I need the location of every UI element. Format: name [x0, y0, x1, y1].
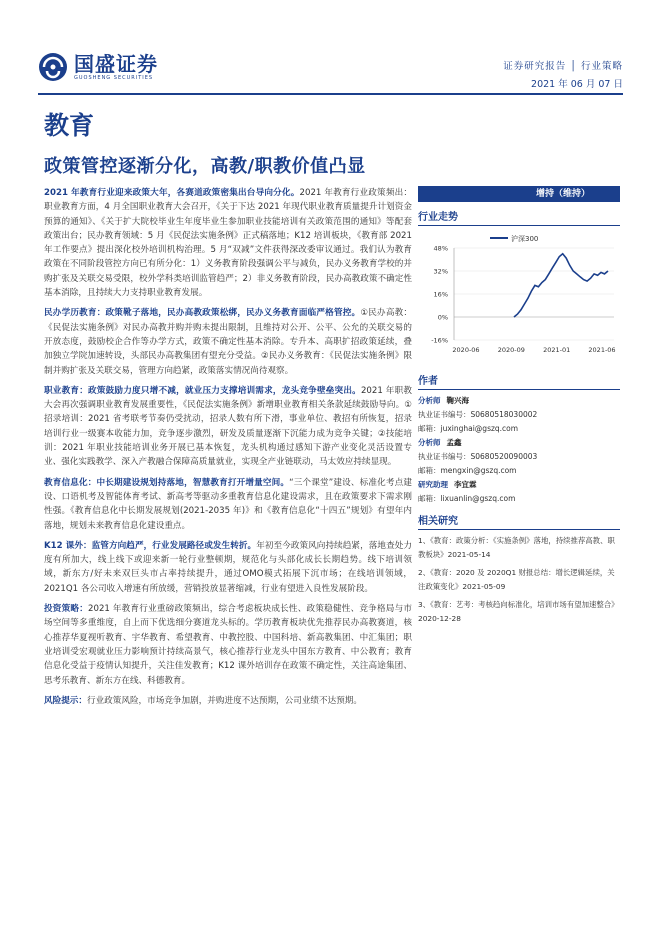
- author-email[interactable]: mengxin@gszq.com: [440, 466, 517, 475]
- author-entry: [418, 436, 620, 478]
- paragraph-text: 年初至今政策风向持续趋紧，落地查处力度有所加大，线上线下或迎来新一轮行业整顿期，规范化与头部化成长长期趋势。线下培训领域，新东方/好未来双巨头市占率持续提升，通过OMO模式拓展下沉市场；在线培训领域，2021Q1 各公司收入增速有所放缓，营销投放显著缩减，行业有望进入良性发展阶段。: [44, 540, 412, 594]
- company-logo: [38, 52, 158, 82]
- paragraph-risk: [44, 694, 412, 708]
- author-name: 孟鑫: [446, 438, 462, 447]
- related-research-list: [418, 530, 620, 626]
- industry-label: 教育: [44, 111, 95, 140]
- logo-name-cn: 国盛证券: [74, 52, 158, 76]
- author-name: 李宜霖: [454, 480, 477, 489]
- author-name: 鞠兴海: [446, 396, 469, 405]
- related-item[interactable]: 1、《教育：政策分析：《实施条例》落地，持续推荐高教、职教板块》2021-05-14: [418, 536, 615, 559]
- series-line-hs300: [514, 254, 608, 317]
- author-entry: [418, 478, 620, 506]
- paragraph-vocational: [44, 384, 412, 470]
- x-tick: 2021-01: [543, 346, 571, 354]
- x-tick: 2020-06: [452, 346, 480, 354]
- cert-label: 执业证书编号：: [418, 452, 471, 461]
- report-meta: [503, 58, 623, 90]
- logo-emblem-icon: [38, 52, 68, 82]
- legend-label: 沪深300: [511, 235, 539, 243]
- report-type: 证券研究报告 │ 行业策略: [503, 61, 623, 72]
- report-date: 2021 年 06 月 07 日: [531, 79, 623, 90]
- rating-badge: 增持（维持）: [418, 186, 620, 202]
- paragraph-lead: 投资策略：: [44, 604, 89, 615]
- email-label: 邮箱：: [418, 466, 441, 475]
- y-tick: 48%: [433, 244, 448, 253]
- email-label: 邮箱：: [418, 494, 441, 503]
- related-section-title: 相关研究: [418, 512, 620, 530]
- cert-label: 执业证书编号：: [418, 410, 471, 419]
- author-role: 研究助理: [418, 480, 448, 489]
- page-title: 政策管控逐渐分化，高教/职教价值凸显: [44, 156, 366, 177]
- paragraph-text: 2021 年教育行业重磅政策频出，综合考虑板块成长性、政策稳健性、竞争格局与市场空间等多重维度，自上而下优选细分赛道龙头标的。学历教育板块优先推荐民办高教赛道，核心推荐华夏视听教育、宇华教育、希望教育、中教控股、中国科培、新高教集团、中汇集团；职业培训受宏观就业压力影响预计持续高景气，核心推荐行业龙头中国东方教育、中公教育；教育信息化受益于疫情认知提升，关注佳发教育；K12 课外培训存在政策不确定性，关注高途集团、思考乐教育、新东方在线、科德教育。: [44, 604, 412, 686]
- logo-name-en: GUOSHENG SECURITIES: [74, 75, 154, 81]
- report-body: [44, 186, 412, 714]
- paragraph-it: [44, 476, 412, 533]
- paragraph-private-edu: [44, 306, 412, 377]
- header-divider: [38, 93, 623, 95]
- paragraph-lead: K12 课外：监管方向趋严，行业发展路径或发生转折。: [44, 540, 257, 551]
- authors-section-title: 作者: [418, 372, 620, 390]
- sidebar: [418, 186, 620, 630]
- author-role: 分析师: [418, 396, 441, 405]
- paragraph-lead: 教育信息化：中长期建设规划持落地，智慧教育打开增量空间。: [44, 477, 290, 488]
- paragraph-text: “三个课堂”建设、标准化考点建设、口语机考及智能体育考试、新高考等驱动多重教育信息化建设需求，且在政策要求下需求刚性强。《教育信息化中长期发展规划(2021-2035 年)》和《教育信息化“十四五”规划》有望年内落地，规划未来教育信息化建设重点。: [44, 477, 412, 531]
- paragraph-text: 2021 年教育行业政策频出：职业教育方面，4 月全国职业教育大会召开，《关于下达 2021 年现代职业教育质量提升计划资金预算的通知》、《关于扩大院校毕业生年度毕业生参加职业技能培训有关政策范围的通知》等配套政策出台；民办教育领域：5 月《民促法实施条例》正式稿落地；K12 培训板块，《教育部 2021 年工作要点》提出深化校外培训机构治理。5 月“双减”文件获得深改委审议通过。我们认为教育政策在不同阶段管控方向已有所分化：1）义务教育阶段强调公平与减负，民办义务教育学校的并购扩张及关联交易受限，校外学科类培训监管趋严；2）非义务教育阶段，民办高教政策不确定性基本消除，且持续大力支持职业教育发展。: [44, 188, 412, 299]
- email-label: 邮箱：: [418, 424, 441, 433]
- author-cert: S0680520090003: [470, 452, 538, 461]
- paragraph-policy: [44, 186, 412, 300]
- author-email[interactable]: lixuanlin@gszq.com: [440, 494, 516, 503]
- author-entry: [418, 394, 620, 436]
- authors-list: [418, 390, 620, 506]
- author-role: 分析师: [418, 438, 441, 447]
- y-tick: -16%: [431, 336, 448, 345]
- x-tick: 2021-06: [588, 346, 616, 354]
- paragraph-k12: [44, 539, 412, 596]
- paragraph-text: 行业政策风险，市场竞争加剧，并购进度不达预期，公司业绩不达预期。: [86, 695, 362, 706]
- paragraph-text: ①民办高教：《民促法实施条例》对民办高教并购并购未提出限制，且维持对公开、公平、公允的关联交易的开放态度，鼓励校企合作等办学方式，政策不确定性基本消除。专升本、高职扩招政策延续，叠加独立学院加速转设，头部民办高教集团有望充分受益。②民办义务教育：《民促法实施条例》限制并购扩张及关联交易，管理方向趋紧，政策落实情况尚待观察。: [44, 308, 412, 376]
- paragraph-lead: 民办学历教育：政策靴子落地，民办高教政策松绑，民办义务教育面临严格管控。: [44, 308, 361, 319]
- trend-section-title: 行业走势: [418, 208, 620, 226]
- trend-chart-svg: [418, 226, 620, 366]
- paragraph-text: 2021 年职教大会再次强调职业教育发展重要性，《民促法实施条例》新增职业教育相关条款延续鼓励导向。①招录培训：2021 省考联考节奏仍受扰动，招录人数有所下滑，事业单位、教招有所恢复，招录培训行业一级赛本收能力加，竞争逐步激烈，研发及质量逐渐下沉能力成为竞争关键；②技能培训：2021 年职业技能培训业务开展已基本恢复，龙头机构通过感知下游产业变化灵活设置专业、强化实践教学、深入产教融合保障高质量就业，实现全产业链联动，马太效应持续显现。: [44, 385, 412, 468]
- y-tick: 0%: [437, 313, 448, 322]
- related-item[interactable]: 3、《教育：艺考：考核趋向标准化，培训市场有望加速整合》2020-12-28: [418, 600, 619, 623]
- paragraph-strategy: [44, 602, 412, 688]
- y-tick: 32%: [433, 267, 448, 276]
- paragraph-lead: 职业教育：政策鼓励力度只增不减，就业压力支撑培训需求，龙头竞争壁垒突出。: [44, 385, 361, 396]
- related-item[interactable]: 2、《教育：2020 及 2020Q1 财报总结：增长逻辑延续，关注政策变化》2021-05-09: [418, 568, 615, 591]
- y-tick: 16%: [433, 290, 448, 299]
- x-tick: 2020-09: [497, 346, 525, 354]
- author-email[interactable]: juxinghai@gszq.com: [440, 424, 519, 433]
- paragraph-lead: 风险提示：: [44, 695, 87, 706]
- author-cert: S0680518030002: [470, 410, 538, 419]
- trend-chart: [418, 226, 620, 366]
- paragraph-lead: 2021 年教育行业迎来政策大年，各赛道政策密集出台导向分化。: [44, 188, 300, 198]
